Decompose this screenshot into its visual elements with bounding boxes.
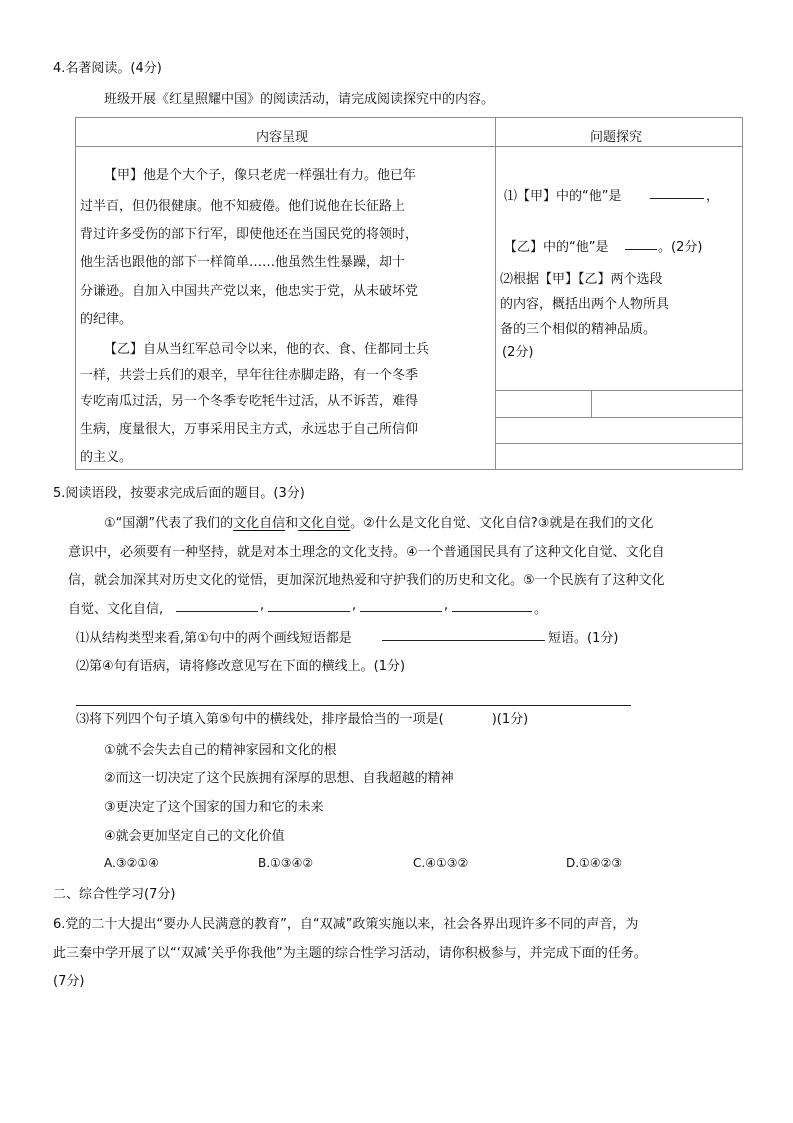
table-row-divider <box>495 417 742 418</box>
table-row-divider <box>495 390 742 391</box>
q6-line3: (7分) <box>53 974 85 989</box>
q4-sub2-line: ⑵根据【甲】【乙】两个选段 <box>500 272 663 287</box>
q4-sub1-a: ⑴【甲】中的“他”是 <box>504 189 622 204</box>
option-item: ②而这一切决定了这个民族拥有深厚的思想、自我超越的精神 <box>104 771 454 786</box>
passage-line: 的主义。 <box>80 450 133 465</box>
comma: , <box>352 598 357 613</box>
q5-para-line3: 信，就会加深其对历史文化的觉悟，更加深沉地热爱和守护我们的历史和文化。⑤一个民族有了这种文化 <box>68 573 665 588</box>
q4-sub1-b: 【乙】中的“他”是 <box>504 240 609 255</box>
q5-para-text: 和 <box>285 516 299 531</box>
passage-line: 过半百，但仍很健康。他不知疲倦。他们说他在长征路上 <box>80 199 406 214</box>
section-title: 二、综合性学习(7分) <box>53 887 176 902</box>
table-header-divider <box>76 146 742 147</box>
passage-line: 专吃南瓜过活，另一个冬季专吃牦牛过活，从不诉苦，难得 <box>80 394 419 409</box>
choice-d[interactable]: D.①④②③ <box>566 856 623 870</box>
choice-a[interactable]: A.③②①④ <box>104 856 159 870</box>
passage-line: 一样，共尝士兵们的艰辛，早年往往赤脚走路，有一个冬季 <box>80 368 419 383</box>
answer-blank[interactable] <box>176 611 258 612</box>
choice-b[interactable]: B.①③④② <box>258 856 314 870</box>
q5-sub3 <box>76 708 528 727</box>
q5-title: 5.阅读语段，按要求完成后面的题目。(3分) <box>53 486 305 501</box>
q4-sub2-line: 的内容，概括出两个人物所具 <box>500 297 670 312</box>
period: 。 <box>534 602 548 617</box>
q5-sub1: ⑴从结构类型来看,第①句中的两个画线短语都是 <box>76 631 352 646</box>
q5-para-line1 <box>104 512 653 531</box>
answer-blank[interactable] <box>360 611 442 612</box>
q6-line1: 6.党的二十大提出“要办人民满意的教育”，自“双减”政策实施以来，社会各界出现许多不同的声音，为 <box>53 917 639 932</box>
q5-para-line4: 自觉、文化自信, <box>68 602 164 617</box>
q5-sub3-end: )(1分) <box>491 712 529 727</box>
q4-sub1-b-end: 。(2分) <box>658 240 703 255</box>
passage-line: 【乙】自从当红军总司令以来，他的衣、食、住都同士兵 <box>104 342 430 357</box>
choice-c[interactable]: C.④①③② <box>413 856 469 870</box>
table-cell-divider <box>591 390 592 417</box>
q4-sub2-line: (2分) <box>502 345 534 360</box>
q4-title: 4.名著阅读。(4分) <box>53 61 162 76</box>
table-header-question: 问题探究 <box>590 130 643 145</box>
answer-blank[interactable] <box>382 640 545 641</box>
answer-blank[interactable] <box>452 611 532 612</box>
underlined-phrase: 文化自信 <box>233 516 286 531</box>
q5-para-line2: 意识中，必须要有一种坚持，就是对本土理念的文化支持。④一个普通国民具有了这种文化自觉、文化自 <box>68 545 665 560</box>
passage-line: 分谦逊。自加入中国共产党以来，他忠实于党，从未破坏党 <box>80 284 419 299</box>
q5-para-text: 。②什么是文化自觉、文化自信?③就是在我们的文化 <box>350 516 654 531</box>
option-item: ④就会更加坚定自己的文化价值 <box>104 829 285 844</box>
table-header-content: 内容呈现 <box>256 130 309 145</box>
answer-blank[interactable] <box>625 249 657 250</box>
q5-para-text: ①“国潮”代表了我们的 <box>104 516 234 531</box>
answer-blank[interactable] <box>268 611 350 612</box>
passage-line: 【甲】他是个大个子，像只老虎一样强壮有力。他已年 <box>104 168 417 183</box>
passage-line: 他生活也跟他的部下一样简单……他虽然生性暴躁，却十 <box>80 255 406 270</box>
comma: , <box>444 598 449 613</box>
passage-line: 背过许多受伤的部下行军，即使他还在当国民党的将领时， <box>80 227 419 242</box>
comma: , <box>260 598 265 613</box>
answer-blank[interactable] <box>650 198 704 199</box>
q5-sub1-end: 短语。(1分) <box>548 631 619 646</box>
option-item: ①就不会失去自己的精神家园和文化的根 <box>104 743 337 758</box>
option-item: ③更决定了这个国家的国力和它的未来 <box>104 800 324 815</box>
table-row-divider <box>495 443 742 444</box>
q6-line2: 此三秦中学开展了以“‘双减’关乎你我他”为主题的综合性学习活动，请你积极参与，并完成下面的任务。 <box>53 946 647 961</box>
answer-line[interactable] <box>76 705 631 706</box>
q5-sub3-text: ⑶将下列四个句子填入第⑤句中的横线处，排序最恰当的一项是( <box>76 712 444 727</box>
underlined-phrase: 文化自觉 <box>298 516 351 531</box>
passage-line: 生病，度量很大，万事采用民主方式，永远忠于自己所信仰 <box>80 422 419 437</box>
reading-table <box>75 117 743 470</box>
q4-intro: 班级开展《红星照耀中国》的阅读活动，请完成阅读探究中的内容。 <box>104 92 495 107</box>
q4-sub1-a-end: ， <box>706 189 720 204</box>
passage-line: 的纪律。 <box>80 312 133 327</box>
q5-sub2: ⑵第④句有语病，请将修改意见写在下面的横线上。(1分) <box>76 659 406 674</box>
q4-sub2-line: 备的三个相似的精神品质。 <box>500 322 657 337</box>
